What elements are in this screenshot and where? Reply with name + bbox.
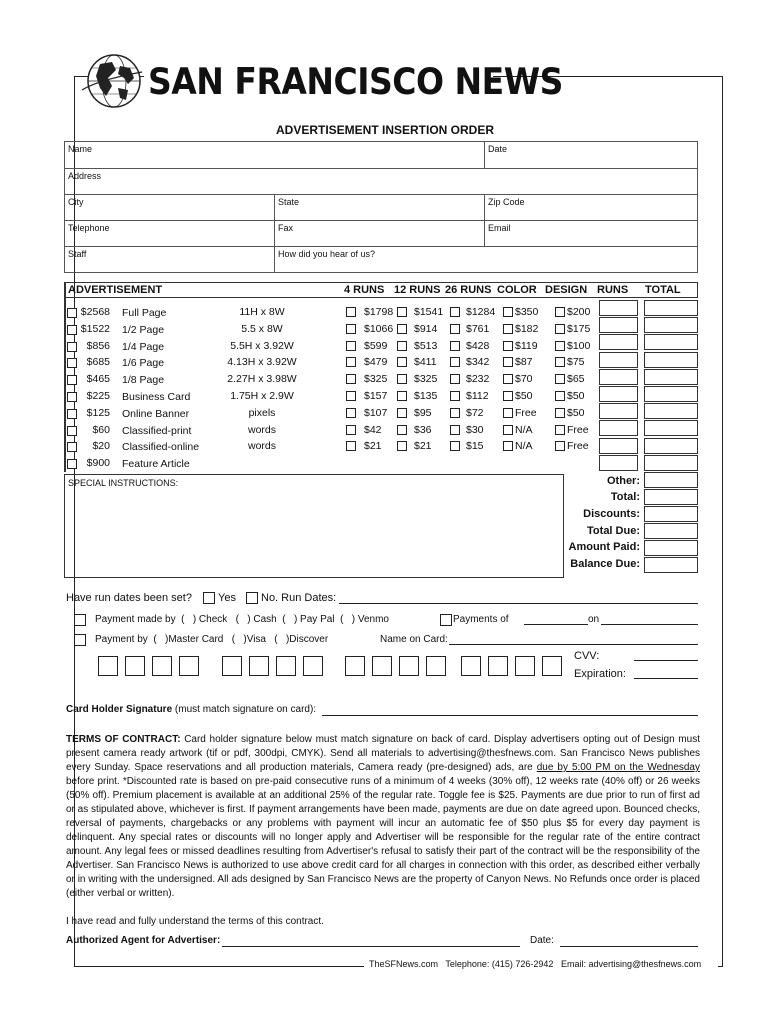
- table-left-rule: [64, 298, 66, 472]
- design-checkbox[interactable]: [555, 391, 565, 401]
- run12-checkbox[interactable]: [397, 425, 407, 435]
- total-due-label: Total Due:: [587, 525, 640, 537]
- ad-name: 1/6 Page: [122, 357, 165, 369]
- run4-checkbox[interactable]: [346, 441, 356, 451]
- card-digit-box[interactable]: [372, 656, 392, 676]
- card-digit-box[interactable]: [461, 656, 481, 676]
- run4-checkbox[interactable]: [346, 391, 356, 401]
- state-label: State: [278, 197, 300, 207]
- agent-date-label: Date:: [530, 935, 554, 946]
- card-digit-box[interactable]: [98, 656, 118, 676]
- total-box[interactable]: [644, 489, 698, 505]
- row-total-box[interactable]: [644, 420, 698, 436]
- email-field[interactable]: [485, 221, 698, 247]
- run12-price: $411: [414, 356, 437, 368]
- ad-name: Classified-print: [122, 425, 192, 437]
- globe-logo-icon: [78, 50, 146, 112]
- run12-price: $325: [414, 373, 438, 385]
- design-price: Free: [567, 440, 589, 452]
- design-price: $50: [567, 390, 585, 402]
- runs-box[interactable]: [599, 352, 638, 368]
- fax-label: Fax: [278, 223, 294, 233]
- design-price: $200: [567, 306, 591, 318]
- footer-contact: TheSFNews.com Telephone: (415) 726-2942 Email: advertising@thesfnews.com: [366, 959, 704, 969]
- card-digit-box[interactable]: [426, 656, 446, 676]
- design-checkbox[interactable]: [555, 425, 565, 435]
- ad-name: Classified-online: [122, 441, 200, 453]
- run4-price: $479: [364, 356, 388, 368]
- run12-price: $36: [414, 424, 432, 436]
- row-total-box[interactable]: [644, 369, 698, 385]
- ad-size: 5.5H x 3.92W: [230, 340, 294, 352]
- yes-label: Yes: [218, 592, 236, 604]
- expiration-line[interactable]: [634, 678, 698, 679]
- run4-checkbox[interactable]: [346, 374, 356, 384]
- ad-size: 1.75H x 2.9W: [230, 390, 294, 402]
- run4-checkbox[interactable]: [346, 425, 356, 435]
- frame-line: [718, 966, 723, 967]
- card-digit-box[interactable]: [179, 656, 199, 676]
- run26-price: $72: [466, 407, 484, 419]
- terms-heading: TERMS OF CONTRACT:: [66, 734, 181, 745]
- frame-line: [722, 76, 723, 966]
- color-price: $70: [515, 373, 533, 385]
- payments-of-label: Payments of: [453, 614, 509, 625]
- zip-label: Zip Code: [488, 197, 525, 207]
- card-signature-line[interactable]: [322, 715, 698, 716]
- row-total-box[interactable]: [644, 300, 698, 316]
- no-checkbox[interactable]: [246, 592, 258, 604]
- amount-paid-label: Amount Paid:: [568, 541, 640, 553]
- card-digit-box[interactable]: [515, 656, 535, 676]
- run12-checkbox[interactable]: [397, 324, 407, 334]
- run12-checkbox[interactable]: [397, 391, 407, 401]
- telephone-label: Telephone: [68, 223, 110, 233]
- run4-checkbox[interactable]: [346, 307, 356, 317]
- row-total-box[interactable]: [644, 317, 698, 333]
- payments-on-line[interactable]: [601, 624, 698, 625]
- amount-paid-box[interactable]: [644, 540, 698, 556]
- brand-title: SAN FRANCISCO NEWS: [148, 60, 563, 103]
- run-dates-line[interactable]: [339, 603, 698, 604]
- header-total: TOTAL: [645, 284, 681, 296]
- form-title: ADVERTISEMENT INSERTION ORDER: [275, 123, 494, 137]
- card-digit-box[interactable]: [222, 656, 242, 676]
- city-label: City: [68, 197, 84, 207]
- ad-size: 4.13H x 3.92W: [227, 356, 297, 368]
- zip-field[interactable]: [485, 195, 698, 221]
- frame-line: [74, 966, 364, 967]
- run4-price: $107: [364, 407, 388, 419]
- runs-box[interactable]: [599, 369, 638, 385]
- color-checkbox[interactable]: [503, 391, 513, 401]
- design-checkbox[interactable]: [555, 408, 565, 418]
- run4-price: $599: [364, 340, 388, 352]
- ad-name: Full Page: [122, 307, 167, 319]
- ad-base-price: $60: [92, 424, 110, 436]
- design-price: $50: [567, 407, 585, 419]
- row-total-box[interactable]: [644, 455, 698, 471]
- color-price: $119: [515, 340, 538, 352]
- run26-checkbox[interactable]: [450, 425, 460, 435]
- terms-of-contract: [66, 733, 700, 901]
- staff-label: Staff: [68, 249, 87, 259]
- ad-base-price: $225: [86, 390, 110, 402]
- color-checkbox[interactable]: [503, 374, 513, 384]
- run26-checkbox[interactable]: [450, 357, 460, 367]
- run26-price: $428: [466, 340, 490, 352]
- run26-price: $1284: [466, 306, 496, 318]
- color-price: Free: [515, 407, 537, 419]
- balance-due-label: Balance Due:: [570, 558, 640, 570]
- color-price: $50: [515, 390, 533, 402]
- design-price: Free: [567, 424, 589, 436]
- total-label: Total:: [610, 491, 640, 503]
- header-runs: RUNS: [597, 284, 629, 296]
- staff-field[interactable]: [64, 247, 275, 273]
- name-on-card-label: Name on Card:: [380, 634, 448, 645]
- run12-price: $135: [414, 390, 438, 402]
- understand-statement: I have read and fully understand the terms of this contract.: [66, 916, 324, 927]
- run4-checkbox[interactable]: [346, 408, 356, 418]
- run12-price: $914: [414, 323, 438, 335]
- run12-checkbox[interactable]: [397, 408, 407, 418]
- ad-size: words: [247, 424, 276, 436]
- header-advertisement: ADVERTISEMENT: [68, 284, 163, 296]
- design-price: $65: [567, 373, 585, 385]
- color-checkbox[interactable]: [503, 425, 513, 435]
- color-price: N/A: [515, 424, 533, 436]
- color-checkbox[interactable]: [503, 408, 513, 418]
- run26-price: $232: [466, 373, 490, 385]
- card-holder-signature-label: [66, 704, 316, 715]
- discounts-label: Discounts:: [583, 508, 640, 520]
- header-26-runs: 26 RUNS: [445, 284, 492, 296]
- ad-base-price: $125: [86, 407, 110, 419]
- header-design: DESIGN: [545, 284, 588, 296]
- run26-checkbox[interactable]: [450, 374, 460, 384]
- runs-box[interactable]: [599, 300, 638, 316]
- run12-price: $95: [414, 407, 432, 419]
- run26-price: $761: [466, 323, 490, 335]
- runs-box[interactable]: [599, 334, 638, 350]
- card-digit-box[interactable]: [488, 656, 508, 676]
- ad-size: words: [247, 440, 276, 452]
- payment-made-checkbox[interactable]: [74, 614, 86, 626]
- ad-name: 1/2 Page: [122, 324, 165, 336]
- date-field[interactable]: [485, 141, 698, 169]
- run4-price: $1798: [364, 306, 394, 318]
- card-sig-rest: (must match signature on card):: [172, 704, 317, 715]
- design-checkbox[interactable]: [555, 324, 565, 334]
- runs-box[interactable]: [599, 403, 638, 419]
- run4-price: $42: [364, 424, 382, 436]
- design-checkbox[interactable]: [555, 441, 565, 451]
- agent-signature-line[interactable]: [222, 946, 520, 947]
- how-heard-label: How did you hear of us?: [278, 249, 376, 259]
- ad-base-price: $900: [86, 457, 110, 469]
- run12-price: $21: [414, 440, 432, 452]
- design-checkbox[interactable]: [555, 341, 565, 351]
- color-price: N/A: [515, 440, 533, 452]
- row-total-box[interactable]: [644, 386, 698, 402]
- design-checkbox[interactable]: [555, 374, 565, 384]
- date-label: Date: [488, 144, 508, 154]
- ad-name: 1/4 Page: [122, 341, 165, 353]
- payment-method-options: Payment made by ( ) Check ( ) Cash ( ) Pay Pal ( ) Venmo: [95, 614, 389, 625]
- ad-name: Business Card: [122, 391, 191, 403]
- run4-checkbox[interactable]: [346, 357, 356, 367]
- other-box[interactable]: [644, 472, 698, 488]
- run26-checkbox[interactable]: [450, 441, 460, 451]
- card-digit-box[interactable]: [276, 656, 296, 676]
- runs-box[interactable]: [599, 438, 638, 454]
- cvv-label: CVV:: [574, 650, 600, 662]
- ad-name: 1/8 Page: [122, 374, 165, 386]
- run26-checkbox[interactable]: [450, 324, 460, 334]
- card-sig-bold: Card Holder Signature: [66, 704, 173, 715]
- design-checkbox[interactable]: [555, 307, 565, 317]
- card-digit-box[interactable]: [542, 656, 562, 676]
- state-field[interactable]: [275, 195, 485, 221]
- agent-date-line[interactable]: [560, 946, 698, 947]
- run12-checkbox[interactable]: [397, 374, 407, 384]
- runs-box[interactable]: [599, 317, 638, 333]
- color-price: $87: [515, 356, 533, 368]
- payments-of-line[interactable]: [524, 624, 588, 625]
- ad-base-price: $1522: [80, 323, 110, 335]
- color-checkbox[interactable]: [503, 441, 513, 451]
- city-field[interactable]: [64, 195, 275, 221]
- run26-price: $112: [466, 390, 489, 402]
- ad-base-price: $685: [86, 356, 110, 368]
- design-checkbox[interactable]: [555, 357, 565, 367]
- row-total-box[interactable]: [644, 352, 698, 368]
- color-checkbox[interactable]: [503, 324, 513, 334]
- run4-price: $21: [364, 440, 382, 452]
- run12-price: $1541: [414, 306, 444, 318]
- how-heard-field[interactable]: [275, 247, 698, 273]
- ad-name: Online Banner: [122, 408, 190, 420]
- name-label: Name: [68, 144, 93, 154]
- expiration-label: Expiration:: [574, 668, 626, 680]
- total-due-box[interactable]: [644, 523, 698, 539]
- runs-box[interactable]: [599, 386, 638, 402]
- design-price: $75: [567, 356, 585, 368]
- run12-checkbox[interactable]: [397, 441, 407, 451]
- ad-base-price: $856: [86, 340, 110, 352]
- on-label: on: [588, 614, 600, 625]
- payments-of-checkbox[interactable]: [440, 614, 452, 626]
- card-digit-box[interactable]: [303, 656, 323, 676]
- balance-due-box[interactable]: [644, 557, 698, 573]
- run4-price: $157: [364, 390, 388, 402]
- run4-checkbox[interactable]: [346, 324, 356, 334]
- ad-base-price: $465: [86, 373, 110, 385]
- address-label: Address: [68, 171, 102, 181]
- run26-checkbox[interactable]: [450, 341, 460, 351]
- run12-price: $513: [414, 340, 438, 352]
- terms-text-1: Card holder signature below must match signature on back of card. Display advertisers opting out of Design must present camera ready artwork (tif or pdf, 300dpi, CMYK). Send all materials to advertising@thesfnews.com. San Francisco News publishes every Sunday. Space reservations and all production materials, Camera ready (pre-designed) ads, are: [66, 734, 700, 773]
- run26-price: $30: [466, 424, 484, 436]
- card-type-options: Payment by ( )Master Card ( )Visa ( )Discover: [95, 634, 329, 645]
- discounts-box[interactable]: [644, 506, 698, 522]
- run26-checkbox[interactable]: [450, 307, 460, 317]
- color-checkbox[interactable]: [503, 307, 513, 317]
- payment-by-checkbox[interactable]: [74, 634, 86, 646]
- run4-price: $1066: [364, 323, 394, 335]
- ad-size: 11H x 8W: [239, 306, 285, 318]
- run26-checkbox[interactable]: [450, 391, 460, 401]
- header-color: COLOR: [497, 284, 537, 296]
- run26-price: $15: [466, 440, 484, 452]
- authorized-agent-label: Authorized Agent for Advertiser:: [66, 935, 221, 946]
- special-instructions-label: SPECIAL INSTRUCTIONS:: [68, 478, 179, 488]
- run4-checkbox[interactable]: [346, 341, 356, 351]
- color-price: $350: [515, 306, 539, 318]
- run12-checkbox[interactable]: [397, 357, 407, 367]
- runs-box[interactable]: [599, 420, 638, 436]
- run26-checkbox[interactable]: [450, 408, 460, 418]
- color-price: $182: [515, 323, 539, 335]
- header-4-runs: 4 RUNS: [344, 284, 385, 296]
- ad-base-price: $20: [92, 440, 110, 452]
- other-label: Other:: [607, 475, 640, 487]
- card-digit-box[interactable]: [152, 656, 172, 676]
- design-price: $100: [567, 340, 591, 352]
- run12-checkbox[interactable]: [397, 307, 407, 317]
- ad-size: 5.5 x 8W: [241, 323, 283, 335]
- name-field[interactable]: [64, 141, 485, 169]
- run4-price: $325: [364, 373, 388, 385]
- row-total-box[interactable]: [644, 438, 698, 454]
- ad-size: 2.27H x 3.98W: [227, 373, 297, 385]
- ad-base-price: $2568: [80, 306, 110, 318]
- run-dates-question: Have run dates been set?: [66, 592, 192, 604]
- runs-box[interactable]: [599, 455, 638, 471]
- run12-checkbox[interactable]: [397, 341, 407, 351]
- row-total-box[interactable]: [644, 403, 698, 419]
- header-12-runs: 12 RUNS: [394, 284, 441, 296]
- cvv-line[interactable]: [634, 660, 698, 661]
- card-digit-box[interactable]: [125, 656, 145, 676]
- no-run-dates-label: No. Run Dates:: [261, 592, 337, 604]
- special-instructions-box[interactable]: [64, 474, 564, 578]
- card-digit-box[interactable]: [249, 656, 269, 676]
- row-total-box[interactable]: [644, 334, 698, 350]
- fax-field[interactable]: [275, 221, 485, 247]
- card-digit-box[interactable]: [345, 656, 365, 676]
- yes-checkbox[interactable]: [203, 592, 215, 604]
- run26-price: $342: [466, 356, 490, 368]
- name-on-card-line[interactable]: [449, 644, 698, 645]
- telephone-field[interactable]: [64, 221, 275, 247]
- terms-deadline: due by 5:00 PM on the Wednesday: [536, 762, 700, 773]
- card-digit-box[interactable]: [399, 656, 419, 676]
- color-checkbox[interactable]: [503, 341, 513, 351]
- ad-size: pixels: [248, 407, 276, 419]
- terms-text-2: before print. *Discounted rate is based on pre-paid consecutive runs of a minimum of 4 weeks (30% off), 12 weeks rate (40% off) or 26 weeks (50% off). Premium placement is available at an additional 25% of the regular rate. Toggle fee is $25. Payments are due prior to run of first ad or as stipulated above, whichever is first. If payment arrangements have been made, payments are due on date agreed upon. Bounced checks, reversal of payments, chargebacks or any problems with payment will incur an automatic fee of $50 plus $5 for every day payment is delinquent. Any special rates or discounts will no longer apply and Advertiser will be responsible for the regular rate of the entire contract amount. Any legal fees or missed deadlines resulting from Advertiser's refusal to satisfy their part of the contract will be the responsibility of the Advertiser. San Francisco News is authorized to use above credit card for all charges in connection with this order, as described either verbally or in writing with the undersigned. All ads designed by San Francisco News are the property of Canyon News. No Refunds once order is placed (either verbal or written).: [66, 776, 700, 899]
- address-field[interactable]: [64, 169, 698, 195]
- design-price: $175: [567, 323, 591, 335]
- ad-name: Feature Article: [122, 458, 190, 470]
- color-checkbox[interactable]: [503, 357, 513, 367]
- email-label: Email: [488, 223, 511, 233]
